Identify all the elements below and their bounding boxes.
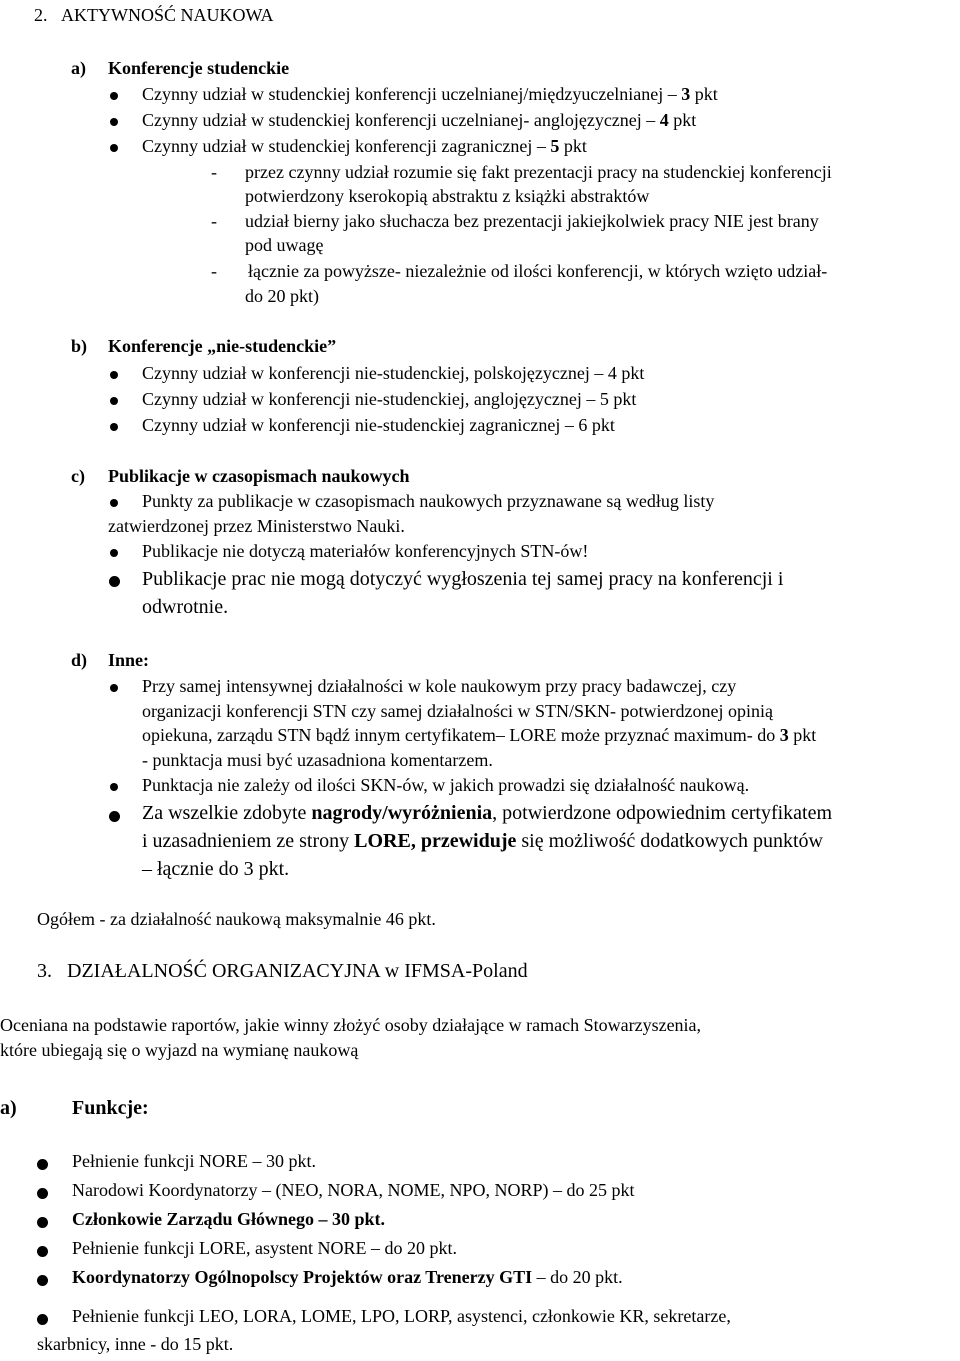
list-item-continuation: odwrotnie. <box>142 596 229 618</box>
list-item: Czynny udział w konferencji nie-studenckiej, polskojęzycznej – 4 pkt <box>142 363 645 383</box>
section-3-intro: Oceniana na podstawie raportów, jakie winny złożyć osoby działające w ramach Stowarzyszenia, <box>0 1015 702 1035</box>
list-item: Narodowi Koordynatorzy – (NEO, NORA, NOME, NPO, NORP) – do 25 pkt <box>72 1180 635 1200</box>
list-item: Pełnienie funkcji LORE, asystent NORE – do 20 pkt. <box>72 1238 457 1258</box>
list-item-continuation: - punktacja musi być uzasadniona komentarzem. <box>142 750 493 770</box>
dash-marker: - <box>211 162 217 182</box>
list-item: Czynny udział w konferencji nie-studenckiej zagranicznej – 6 pkt <box>142 415 615 435</box>
dash-marker: - <box>211 261 217 281</box>
note-line: potwierdzony kserokopią abstraktu z książki abstraktów <box>245 186 650 206</box>
list-item-continuation: – łącznie do 3 pkt. <box>142 858 290 880</box>
list-item: Koordynatorzy Ogólnopolscy Projektów oraz Trenerzy GTI – do 20 pkt. <box>72 1267 623 1287</box>
subsection-d-title: Inne: <box>108 650 150 670</box>
list-item: Publikacje nie dotyczą materiałów konferencyjnych STN-ów! <box>142 541 589 561</box>
section-2-total: Ogółem - za działalność naukową maksymalnie 46 pkt. <box>37 909 436 929</box>
note-line: przez czynny udział rozumie się fakt prezentacji pracy na studenckiej konferencji <box>245 162 832 182</box>
list-item: Punkty za publikacje w czasopismach naukowych przyznawane są według listy <box>142 491 715 511</box>
subsection-c-title: Publikacje w czasopismach naukowych <box>108 466 410 486</box>
subsection-c-label: c) <box>71 466 85 486</box>
note-line: pod uwagę <box>245 235 324 255</box>
subsection-a-title: Konferencje studenckie <box>108 58 290 78</box>
subsection-d-label: d) <box>71 650 88 670</box>
list-item-continuation: zatwierdzonej przez Ministerstwo Nauki. <box>108 516 405 536</box>
list-item: Publikacje prac nie mogą dotyczyć wygłoszenia tej samej pracy na konferencji i <box>142 568 784 590</box>
list-item: Za wszelkie zdobyte nagrody/wyróżnienia, potwierdzone odpowiednim certyfikatem <box>142 802 833 824</box>
subsection-a-title: Funkcje: <box>72 1097 149 1119</box>
list-item-continuation: opiekuna, zarządu STN bądź innym certyfikatem– LORE może przyznać maximum- do 3 pkt <box>142 725 817 745</box>
list-item: Członkowie Zarządu Głównego – 30 pkt. <box>72 1209 386 1229</box>
list-item: Pełnienie funkcji LEO, LORA, LOME, LPO, LORP, asystenci, członkowie KR, sekretarze, <box>72 1306 731 1326</box>
list-item: Przy samej intensywnej działalności w kole naukowym przy pracy badawczej, czy <box>142 676 737 696</box>
subsection-b-title: Konferencje „nie-studenckie” <box>108 336 337 356</box>
dash-marker: - <box>211 211 217 231</box>
section-3-intro: które ubiegają się o wyjazd na wymianę naukową <box>0 1040 359 1060</box>
list-item-continuation: i uzasadnieniem ze strony LORE, przewiduje się możliwość dodatkowych punktów <box>142 830 823 852</box>
section-2-heading: 2. AKTYWNOŚĆ NAUKOWA <box>34 5 274 25</box>
note-line: udział bierny jako słuchacza bez prezentacji jakiejkolwiek pracy NIE jest brany <box>245 211 819 231</box>
section-3-heading: 3. DZIAŁALNOŚĆ ORGANIZACYJNA w IFMSA-Poland <box>37 960 528 982</box>
list-item: Punktacja nie zależy od ilości SKN-ów, w jakich prowadzi się działalność naukową. <box>142 775 750 795</box>
subsection-b-label: b) <box>71 336 88 356</box>
list-item-continuation: organizacji konferencji STN czy samej działalności w STN/SKN- potwierdzonej opinią <box>142 701 773 721</box>
list-item: Czynny udział w studenckiej konferencji uczelnianej- anglojęzycznej – 4 pkt <box>142 110 697 130</box>
list-item: Czynny udział w studenckiej konferencji uczelnianej/międzyuczelnianej – 3 pkt <box>142 84 718 104</box>
list-item: Czynny udział w studenckiej konferencji zagranicznej – 5 pkt <box>142 136 587 156</box>
subsection-a-label: a) <box>0 1097 17 1119</box>
list-item-continuation: skarbnicy, inne - do 15 pkt. <box>37 1334 234 1354</box>
subsection-a-label: a) <box>71 58 86 78</box>
list-item: Pełnienie funkcji NORE – 30 pkt. <box>72 1151 316 1171</box>
list-item: Czynny udział w konferencji nie-studenckiej, anglojęzycznej – 5 pkt <box>142 389 637 409</box>
note-line: łącznie za powyższe- niezależnie od ilości konferencji, w których wzięto udział- <box>248 261 828 281</box>
note-line: do 20 pkt) <box>245 286 319 306</box>
